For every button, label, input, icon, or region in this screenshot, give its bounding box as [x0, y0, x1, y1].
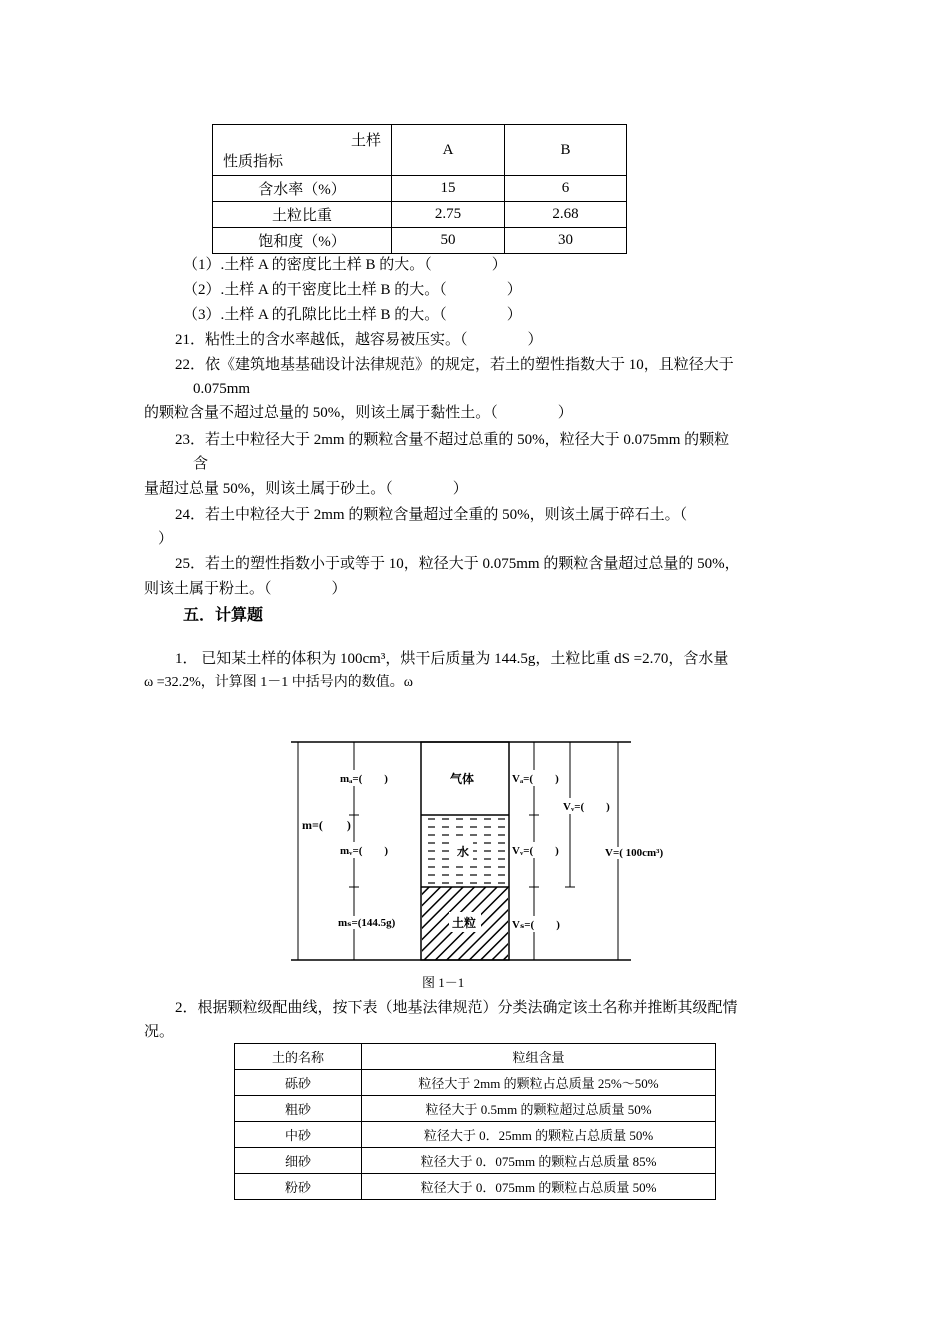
table-row [235, 1096, 716, 1122]
soil-name: 砾砂 [235, 1070, 362, 1096]
grain-content: 粒径大于 0.5mm 的颗粒超过总质量 50% [362, 1096, 716, 1122]
label-ma: mₐ=( ) [340, 770, 388, 786]
label-v: V=( 100cm³) [605, 847, 664, 859]
label-air: 气体 [450, 772, 475, 786]
label-vs: Vₛ=( ) [512, 916, 560, 932]
label-vw: Vᵥ=( ) [512, 842, 559, 858]
question-22-line3: 的颗粒含量不超过总量的 50%，则该土属于黏性土。（ ） [144, 405, 573, 421]
cell-a: 15 [392, 176, 505, 202]
corner-top-label: 土样 [350, 133, 381, 149]
question-1: （1）.土样 A 的密度比土样 B 的大。（ ） [183, 257, 507, 273]
row-label: 土粒比重 [213, 202, 392, 228]
label-vv: Vᵥ=( ) [563, 798, 610, 814]
question-24-line2: ） [158, 531, 174, 547]
label-va: Vₐ=( ) [512, 770, 559, 786]
soil-name: 细砂 [235, 1148, 362, 1174]
question-23-line1: 23．若土中粒径大于 2mm 的颗粒含量不超过总重的 50%，粒径大于 0.075mm 的颗粒 [175, 432, 730, 448]
grain-content: 粒径大于 2mm 的颗粒占总质量 25%～50% [362, 1070, 716, 1096]
cell-a: 50 [392, 228, 505, 254]
cell-b: 2.68 [505, 202, 627, 228]
figure-caption: 图 1－1 [422, 975, 465, 990]
calc-problem-1-line2: ω =32.2%，计算图 1－1 中括号内的数值。ω [144, 675, 413, 690]
table-row [235, 1148, 716, 1174]
grain-content: 粒径大于 0．075mm 的颗粒占总质量 50% [362, 1174, 716, 1200]
col-header-a: A [392, 125, 505, 176]
cell-b: 6 [505, 176, 627, 202]
table-row [213, 228, 627, 254]
label-m: m=( ) [302, 818, 351, 832]
calc-problem-2-line2: 况。 [144, 1024, 175, 1040]
soil-properties-table [212, 124, 627, 254]
question-21: 21．粘性土的含水率越低，越容易被压实。（ ） [175, 332, 543, 348]
label-mw: mᵥ=( ) [340, 842, 388, 858]
soil-classification-table [234, 1043, 716, 1200]
table-row [213, 202, 627, 228]
grain-content: 粒径大于 0．25mm 的颗粒占总质量 50% [362, 1122, 716, 1148]
table-row [235, 1070, 716, 1096]
calc-problem-2-line1: 2．根据颗粒级配曲线，按下表（地基法律规范）分类法确定该土名称并推断其级配情 [175, 1000, 738, 1016]
cell-a: 2.75 [392, 202, 505, 228]
label-ms: mₛ=(144.5g) [338, 917, 396, 929]
label-soil: 土粒 [452, 916, 477, 930]
table-corner-cell [213, 125, 392, 176]
question-23-line2: 含 [193, 456, 209, 472]
table-row [235, 1122, 716, 1148]
question-24-line1: 24．若土中粒径大于 2mm 的颗粒含量超过全重的 50%，则该土属于碎石土。（ [175, 507, 688, 523]
row-label: 含水率（%） [213, 176, 392, 202]
label-water: 水 [457, 845, 470, 859]
soil-name: 粗砂 [235, 1096, 362, 1122]
question-2: （2）.土样 A 的干密度比土样 B 的大。（ ） [183, 282, 522, 298]
corner-bottom-label: 性质指标 [223, 154, 284, 170]
grain-content: 粒径大于 0．075mm 的颗粒占总质量 85% [362, 1148, 716, 1174]
head-content: 粒组含量 [362, 1044, 716, 1070]
question-22-line2: 0.075mm [193, 381, 251, 397]
question-25-line2: 则该土属于粉土。（ ） [144, 581, 347, 597]
soil-name: 粉砂 [235, 1174, 362, 1200]
table-row [213, 176, 627, 202]
question-23-line3: 量超过总量 50%，则该土属于砂土。（ ） [144, 481, 468, 497]
question-3: （3）.土样 A 的孔隙比比土样 B 的大。（ ） [183, 307, 522, 323]
row-label: 饱和度（%） [213, 228, 392, 254]
col-header-b: B [505, 125, 627, 176]
soil-name: 中砂 [235, 1122, 362, 1148]
calc-problem-1-line1: 1． 已知某土样的体积为 100cm³，烘干后质量为 144.5g，土粒比重 dS =2.70，含水量 [175, 651, 729, 667]
section-title: 五．计算题 [183, 605, 264, 624]
head-name: 土的名称 [235, 1044, 362, 1070]
question-25-line1: 25．若土的塑性指数小于或等于 10，粒径大于 0.075mm 的颗粒含量超过总量的 50%， [175, 556, 740, 572]
question-22-line1: 22．依《建筑地基基础设计法律规范》的规定，若土的塑性指数大于 10，且粒径大于 [175, 357, 734, 373]
cell-b: 30 [505, 228, 627, 254]
table-row [235, 1174, 716, 1200]
